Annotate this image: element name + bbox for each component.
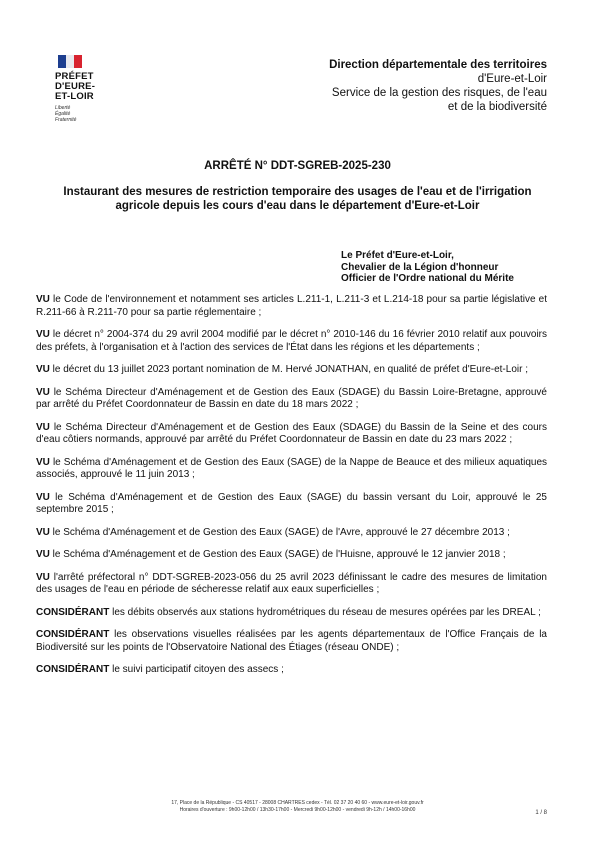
logo-org-name: PRÉFET D'EURE- ET-LOIR <box>55 71 96 102</box>
paragraph: CONSIDÉRANT les débits observés aux stations hydrométriques du réseau de mesures opérées par les DREAL ; <box>36 606 541 618</box>
paragraph: VU le décret n° 2004-374 du 29 avril 2004 modifié par le décret n° 2010-146 du 16 février 2010 relatif aux pouvoirs des préfets, à l'organisation et à l'action des services de l'État dans les régions et les départements ; <box>36 329 547 353</box>
footer-hours: Horaires d'ouverture : 9h00-12h00 / 13h30-17h00 - Mercredi 9h00-12h00 - vendredi 9h-12h / 14h00-16h00 <box>179 807 416 813</box>
signatory-line-3: Officier de l'Ordre national du Mérite <box>341 273 514 284</box>
paragraph: CONSIDÉRANT les observations visuelles réalisées par les agents départementaux de l'Office Français de la Biodiversité sur les points de l'Observatoire National des Étiages (réseau ONDE) ; <box>36 629 547 653</box>
signatory-block <box>341 250 514 285</box>
paragraph: VU le Schéma Directeur d'Aménagement et de Gestion des Eaux (SDAGE) du Bassin de la Seine et des cours d'eau côtiers normands, approuvé par arrêté du Préfet Coordonnateur de Bassin en date du 23 mars 2022 ; <box>36 421 547 445</box>
decree-body <box>36 294 547 687</box>
paragraph: VU le Schéma Directeur d'Aménagement et de Gestion des Eaux (SDAGE) du Bassin Loire-Bretagne, approuvé par arrêté du Préfet Coordonnateur de Bassin en date du 18 mars 2022 ; <box>36 386 547 410</box>
header-service-cont: et de la biodiversité <box>447 101 547 113</box>
paragraph: VU le Code de l'environnement et notamment ses articles L.211-1, L.211-3 et L.214-18 pour sa partie législative et R.211-66 à R.211-70 pour sa partie réglementaire ; <box>36 294 547 318</box>
decree-title: ARRÊTÉ N° DDT-SGREB-2025-230 <box>204 160 391 172</box>
issuing-service <box>329 58 547 114</box>
page-number: 1 / 8 <box>535 810 547 816</box>
footer-address: 17, Place de la République - CS 40517 - 28008 CHARTRES cedex - Tél. 02 37 20 40 60 - www.eure-et-loir.gouv.fr <box>171 800 424 806</box>
paragraph: VU le Schéma d'Aménagement et de Gestion des Eaux (SAGE) du bassin versant du Loir, approuvé le 25 septembre 2015 ; <box>36 491 547 515</box>
paragraph: VU le Schéma d'Aménagement et de Gestion des Eaux (SAGE) de la Nappe de Beauce et des milieux aquatiques associés, approuvé le 11 juin 2013 ; <box>36 456 547 480</box>
header-direction: Direction départementale des territoires <box>329 59 547 71</box>
header-service: Service de la gestion des risques, de l'eau <box>331 87 547 99</box>
paragraph: VU le Schéma d'Aménagement et de Gestion des Eaux (SAGE) de l'Huisne, approuvé le 12 janvier 2018 ; <box>36 549 506 560</box>
signatory-line-1: Le Préfet d'Eure-et-Loir, <box>341 250 454 261</box>
paragraph: VU le Schéma d'Aménagement et de Gestion des Eaux (SAGE) de l'Avre, approuvé le 27 décembre 2013 ; <box>36 526 510 538</box>
paragraph: VU l'arrêté préfectoral n° DDT-SGREB-2023-056 du 25 avril 2023 définissant le cadre des mesures de limitation des usages de l'eau en période de sécheresse relatif aux eaux superficielles ; <box>36 571 547 595</box>
signatory-line-2: Chevalier de la Légion d'honneur <box>341 261 499 273</box>
marianne-flag-icon <box>58 55 82 68</box>
prefet-logo <box>55 55 115 123</box>
page-footer <box>0 800 595 814</box>
paragraph: VU le décret du 13 juillet 2023 portant nomination de M. Hervé JONATHAN, en qualité de préfet d'Eure-et-Loir ; <box>36 364 528 375</box>
header-department: d'Eure-et-Loir <box>477 73 547 85</box>
decree-subtitle: Instaurant des mesures de restriction temporaire des usages de l'eau et de l'irrigation agricole depuis les cours d'eau dans le département d'Eure-et-Loir <box>63 186 532 212</box>
paragraph: CONSIDÉRANT le suivi participatif citoyen des assecs ; <box>36 664 284 675</box>
logo-motto: Liberté Égalité Fraternité <box>55 105 77 123</box>
